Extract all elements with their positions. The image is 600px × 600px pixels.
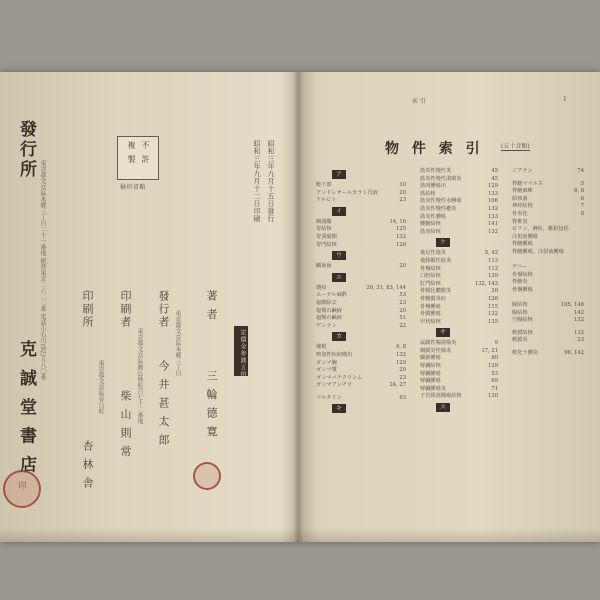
index-page-ref: 112 (488, 265, 498, 272)
index-entry (512, 302, 584, 310)
section-badge: カ (332, 332, 346, 341)
index-term: 後足性傷炎 (420, 250, 446, 257)
index-term: 腰髄結核 (420, 221, 441, 228)
index-term: 肛門結核 (420, 280, 441, 287)
index-page-ref: 20 (399, 263, 406, 270)
index-term: 塩類石鹸液 (316, 315, 342, 322)
index-term: 腎臓腫瘍 (420, 370, 441, 377)
section-badge: サ (436, 328, 450, 337)
index-page-ref: 24, 27 (389, 382, 406, 389)
section-header (316, 402, 406, 416)
section-header (420, 326, 498, 340)
index-term: 胃潰瘍類 (316, 233, 337, 240)
index-term: 筋炎結核 (420, 228, 441, 235)
index-page-ref: 10 (399, 182, 406, 188)
index-entry (316, 242, 406, 250)
index-term: 腎臓腫瘍炎 (420, 385, 446, 392)
index-entry (316, 360, 406, 368)
index-page-ref: 126 (396, 241, 406, 248)
author-name: 三 輪 德 寛 (205, 370, 218, 439)
index-page-ref: 45 (491, 168, 498, 174)
issuer-label: 發行者 (157, 290, 170, 329)
index-page-ref: 20 (399, 367, 406, 374)
index-column-3 (512, 168, 584, 358)
index-page-ref: 6 (580, 195, 584, 202)
index-term: ガンマ漿 (316, 367, 337, 374)
index-term: 筋結核 (420, 190, 436, 197)
index-page-ref: 6, 8 (574, 188, 584, 195)
index-term: 後膝膜性筋炎 (420, 257, 452, 264)
index-page-ref: 20 (491, 288, 498, 295)
index-term: 骨盤結核 (512, 271, 533, 278)
index-page-ref: 22 (399, 322, 406, 329)
index-page-ref: 5 (580, 180, 584, 187)
price-tag: 定價金参圓五拾錢 (234, 326, 248, 376)
printing-house-label: 印刷所 (81, 290, 94, 329)
section-header (316, 271, 406, 285)
index-page-ref: 53 (399, 292, 406, 299)
publisher-stamp: 印 (3, 470, 41, 508)
index-term: 喀血性疾病變出 (316, 351, 353, 358)
printer-label: 印刷者 (119, 290, 132, 329)
index-term: 脊髄炎 (512, 279, 528, 286)
index-term: 腸結核 (512, 302, 528, 309)
index-entry (512, 295, 584, 303)
index-page-ref: 132, 143 (474, 280, 498, 287)
index-page-ref: 6, 8 (396, 344, 406, 351)
index-entry (420, 319, 498, 327)
index-column-2 (420, 168, 498, 415)
index-page-ref: 14, 16 (389, 218, 406, 225)
index-entry (420, 296, 498, 304)
index-term: 骨盤腫瘍 (512, 286, 533, 293)
index-entry (316, 395, 406, 403)
index-entry (420, 273, 498, 281)
issue-date: 昭和三年九月十五日發行 (267, 140, 275, 223)
index-entry (420, 355, 498, 363)
index-page-ref: 135 (488, 318, 498, 325)
issuer-address: 東京都文京區本郷三丁目 (174, 310, 181, 376)
index-entry (512, 211, 584, 219)
index-entry (420, 378, 498, 386)
index-entry (420, 393, 498, 401)
printing-house-name: 杏 林 舎 (81, 440, 94, 490)
index-entry (512, 226, 584, 234)
index-term: 筋炎性慢性癒炎 (420, 205, 457, 212)
index-page-ref: 53 (491, 370, 498, 377)
index-term: 塩酸除去 (316, 299, 337, 306)
index-entry (420, 183, 498, 191)
index-term: 胃結核 (316, 226, 332, 233)
index-term: 關節腫瘍 (420, 355, 441, 362)
section-badge: キ (332, 404, 346, 413)
index-page-ref: 74 (577, 168, 584, 174)
index-page-ref: 132 (488, 228, 498, 235)
index-page-ref: 133 (488, 190, 498, 197)
index-page-ref: 5, 42 (484, 250, 498, 257)
index-entry (420, 266, 498, 274)
index-term: 軟膜炎 (512, 337, 528, 344)
printer-address: 東京都文京區駒込林町百七十二番地 (136, 328, 143, 424)
index-page-ref: 23 (399, 197, 406, 204)
index-page-ref: 132 (396, 351, 406, 358)
book-gutter (293, 72, 303, 542)
index-entry (512, 241, 584, 249)
index-entry (316, 182, 406, 190)
index-entry (420, 168, 498, 176)
seal-text-1: 不許 (141, 141, 150, 169)
section-badge: ケ (436, 238, 450, 247)
page-number: 1 (563, 96, 567, 103)
index-entry (512, 249, 584, 257)
index-entry (316, 367, 406, 375)
index-term: 口腔結核 (420, 273, 441, 280)
index-entry (316, 308, 406, 316)
section-badge: ウ (332, 251, 346, 260)
index-term: 骨髄膜炎症 (420, 295, 446, 302)
author-seal (193, 462, 221, 490)
index-term: 脊髄ママルス (512, 180, 543, 187)
index-entry (316, 352, 406, 360)
index-term: 腎臓結核 (420, 363, 441, 370)
index-entry (316, 292, 406, 300)
index-page-ref: 80 (491, 355, 498, 362)
index-term: 結核菌 (512, 195, 528, 202)
index-page-ref: 106 (488, 198, 498, 205)
index-term: 空腸結核 (512, 317, 533, 324)
printing-house-address: 東京都文京區春日町 (97, 360, 104, 414)
index-entry (512, 287, 584, 295)
index-term: アンドレオールカラト氏液 (316, 189, 378, 196)
running-header: 索 引 (412, 98, 426, 105)
section-badge: イ (332, 207, 346, 216)
index-page-ref: 113 (488, 257, 498, 264)
index-term: 塊根 (316, 344, 327, 351)
index-term: ガンマバチクリンム (316, 374, 363, 381)
index-term: 筋炎性慢性水腫瘍 (420, 198, 462, 205)
index-entry (512, 279, 584, 287)
index-page-ref: 129 (488, 183, 498, 190)
index-page-ref: 9 (494, 340, 498, 347)
index-entry (420, 311, 498, 319)
publisher-label: 發行所 (16, 120, 36, 180)
index-entry (316, 234, 406, 242)
index-entry (316, 344, 406, 352)
index-entry (512, 188, 584, 196)
index-term: 齲歯齒 (316, 263, 332, 270)
index-entry (512, 168, 584, 176)
index-term: 骨盤結核 (420, 265, 441, 272)
index-page-ref: 23 (399, 299, 406, 306)
index-entry (420, 221, 498, 229)
index-term: 咽頭腺 (316, 218, 332, 225)
index-entry (420, 250, 498, 258)
index-term: 軟化ラ腫炎 (512, 350, 538, 357)
section-badge: ス (436, 403, 450, 412)
index-entry (512, 257, 584, 265)
index-entry (420, 304, 498, 312)
index-page-ref: 129 (488, 363, 498, 370)
section-header (316, 168, 406, 182)
index-page-ref: 115 (488, 303, 498, 310)
index-term: 筋炎性腫瘍 (420, 213, 446, 220)
index-page-ref: 126 (488, 295, 498, 302)
index-entry (420, 198, 498, 206)
index-term: エーテル麻酔 (316, 292, 347, 299)
index-entry (420, 288, 498, 296)
index-term: 腎臓腫瘍 (420, 378, 441, 385)
index-page-ref: 23 (577, 337, 584, 344)
index-term: 神経結核 (512, 203, 533, 210)
index-term: ガンマアンチツ (316, 382, 352, 389)
index-page-ref: 132 (488, 205, 498, 212)
publisher-name: 克 誠 堂 書 店 (16, 340, 36, 476)
index-term: 骨盤腫瘍 (420, 303, 441, 310)
issuer-name: 今 井 甚 太 郎 (157, 360, 170, 447)
section-header (420, 401, 498, 415)
print-date: 昭和三年九月十二日印刷 (253, 140, 261, 223)
index-page-ref: 26, 31, 83, 144 (366, 284, 406, 291)
index-subtitle: (五十音順) (501, 143, 530, 150)
index-page-ref: 17, 21 (481, 347, 498, 354)
index-term: 塩類石鹸液 (316, 307, 342, 314)
index-term: 腸結核 (512, 309, 528, 316)
index-term: 脊椎炎 (512, 218, 528, 225)
index-term: ガンマ胸 (316, 359, 337, 366)
index-entry (512, 350, 584, 358)
index-page-ref: 63 (399, 394, 406, 401)
index-page-ref: 7 (580, 203, 584, 210)
index-page-ref: 132 (396, 233, 406, 240)
index-page-ref: 23 (399, 374, 406, 381)
index-term: マルタリン (316, 394, 342, 401)
index-page-ref: 20 (399, 189, 406, 196)
publisher-address: 東京都文京區本郷三丁目二十一番地 振替東京二六二二番 電話小石川(92)五八〇番 (39, 160, 46, 381)
index-term: 脊髄腫瘍、注射液腫瘍 (512, 248, 564, 255)
index-entry (512, 317, 584, 325)
index-term: 筋炎性慢性潰瘍炎 (420, 175, 462, 182)
index-term: 注射液腫瘍 (512, 233, 538, 240)
index-term: 筋炎性慢性炎 (420, 168, 452, 174)
index-page-ref: 132 (574, 329, 584, 336)
index-term: 骨炎化 (512, 210, 528, 217)
no-reproduction-seal (117, 136, 159, 180)
index-page-ref: 45 (491, 175, 498, 182)
index-entry (420, 258, 498, 266)
seal-text-2: 複製 (127, 141, 136, 169)
index-term: ゲンラン (316, 322, 337, 329)
index-term: 子宮頸部腫瘍結核 (420, 393, 462, 400)
index-term: 胃門結核 (316, 241, 337, 248)
index-term: 脊髄腫瘍 (512, 241, 533, 248)
section-badge: ア (332, 170, 346, 179)
section-badge: エ (332, 273, 346, 282)
index-page-ref: 130 (488, 393, 498, 400)
index-page-ref: 141 (488, 221, 498, 228)
index-entry (316, 323, 406, 331)
index-term: アルビト (316, 197, 337, 204)
index-entry (316, 315, 406, 323)
index-term: 網膜炎性肺炎 (420, 347, 452, 354)
author-label: 著 者 (205, 290, 218, 322)
index-term: 骨膜腫瘍 (420, 311, 441, 318)
index-page-ref: 139 (488, 273, 498, 280)
index-page-ref: 8 (580, 210, 584, 217)
index-entry (420, 229, 498, 237)
section-header (420, 236, 498, 250)
index-entry (316, 263, 406, 271)
index-page-ref: 71 (491, 385, 498, 392)
index-entry (420, 363, 498, 371)
section-header (316, 249, 406, 263)
index-term: 鼠蹊性腺潰瘍炎 (420, 340, 457, 347)
index-column-1 (316, 168, 406, 416)
index-term: 軟膜結核 (512, 329, 533, 336)
index-term: 筋肉腫瘍出 (420, 183, 446, 190)
index-title: 物 件 索 引 (385, 141, 484, 157)
index-page-ref: 133 (488, 213, 498, 220)
index-page-ref: 132 (574, 317, 584, 324)
page-edge-shadow (0, 528, 600, 542)
index-entry (420, 340, 498, 348)
index-page-ref: 105, 146 (560, 302, 584, 309)
index-page-ref: 51 (399, 315, 406, 322)
index-entry (316, 226, 406, 234)
index-page-ref: 132 (488, 311, 498, 318)
index-page-ref: 96, 142 (564, 350, 584, 357)
index-term: デニー (512, 264, 528, 271)
index-page-ref: 69 (491, 378, 498, 385)
index-page-ref: 20 (399, 307, 406, 314)
index-entry (512, 337, 584, 345)
index-term: 骨膜化膿膜炎 (420, 288, 452, 295)
index-entry (512, 203, 584, 211)
index-term: 甲状結核 (420, 318, 441, 325)
index-page-ref: 125 (396, 226, 406, 233)
index-term: 脊髄麻痺 (512, 188, 533, 195)
section-header (316, 205, 406, 219)
index-entry (316, 382, 406, 390)
index-page-ref: 142 (574, 309, 584, 316)
section-header (316, 330, 406, 344)
index-entry (316, 300, 406, 308)
index-term: 壊疽 (316, 284, 327, 291)
index-entry (316, 197, 406, 205)
index-term: 鞍下部 (316, 182, 332, 188)
index-term: ジアテン (512, 168, 533, 174)
seal-caption: 檢印省略 (120, 184, 147, 191)
index-page-ref: 129 (396, 359, 406, 366)
index-entry (512, 264, 584, 272)
index-term: ピリン、淋疾、錐鉛包括 (512, 226, 569, 233)
printer-name: 柴 山 則 常 (119, 390, 132, 459)
index-entry (420, 206, 498, 214)
